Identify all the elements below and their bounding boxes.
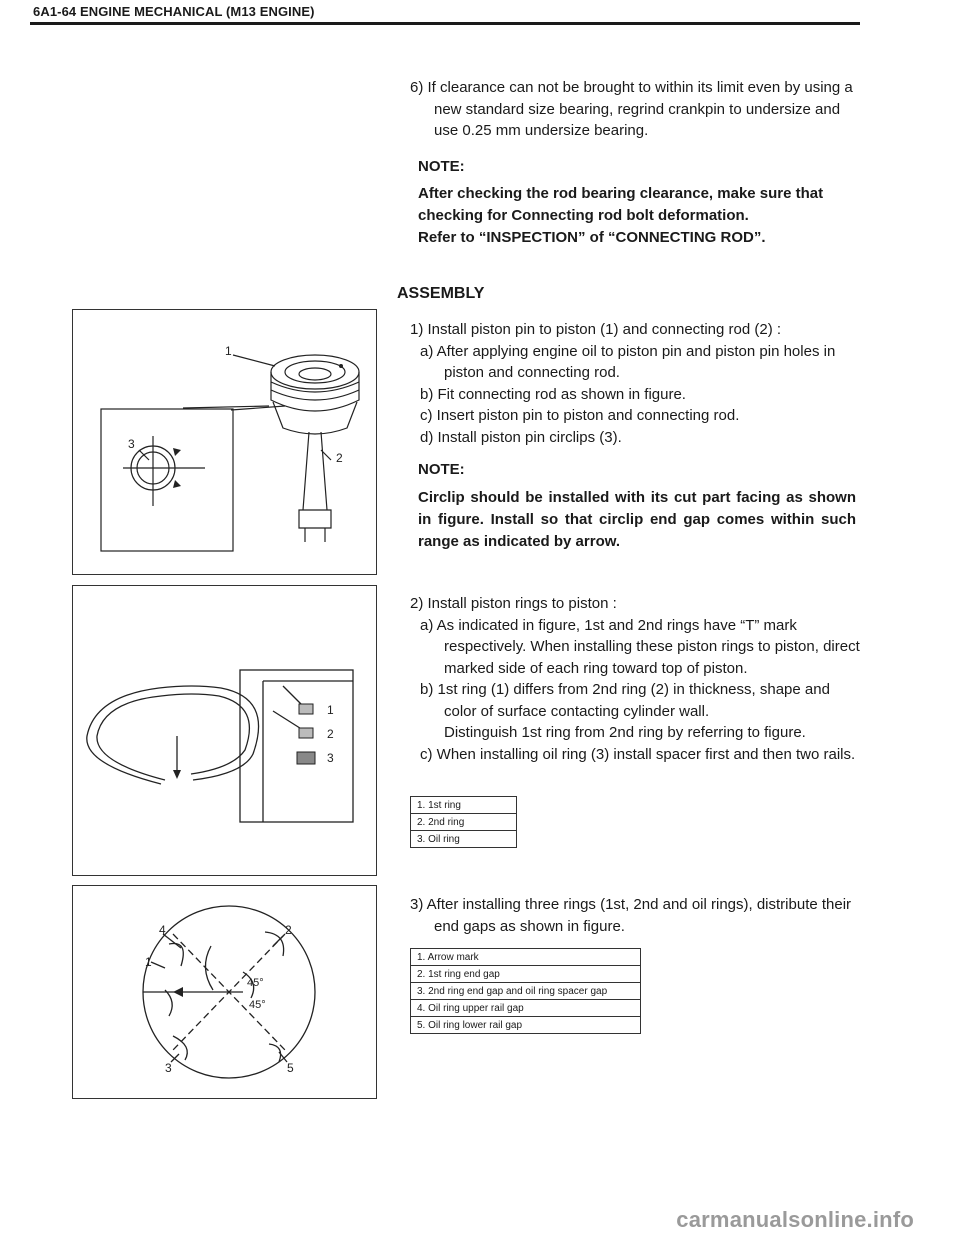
fig3-angle-1: 45° (247, 977, 264, 989)
fig2-label-2: 2 (327, 727, 334, 741)
step-1 (410, 319, 860, 448)
step-3 (410, 894, 860, 937)
fig1-label-3: 3 (128, 437, 135, 451)
note-1-label: NOTE: (418, 158, 465, 175)
legend-row: 5. Oil ring lower rail gap (411, 1017, 641, 1034)
fig1-label-2: 2 (336, 451, 343, 465)
legend-row: 3. 2nd ring end gap and oil ring spacer gap (411, 983, 641, 1000)
step-1-item: a) After applying engine oil to piston pin and piston pin holes in piston and connecting rod. (420, 342, 836, 381)
figure-end-gaps (72, 885, 377, 1099)
legend-row: 3. Oil ring (411, 831, 517, 848)
fig3-angle-2: 45° (249, 999, 266, 1011)
legend-row: 1. Arrow mark (411, 949, 641, 966)
piston-ring-diagram (73, 586, 376, 875)
step-2-item: c) When installing oil ring (3) install spacer first and then two rails. (420, 745, 856, 763)
fig3-label-2: 2 (285, 923, 292, 937)
step-1-item: d) Install piston pin circlips (3). (420, 428, 622, 446)
step-2-title: 2) Install piston rings to piston : (410, 595, 617, 612)
header-rule (30, 22, 860, 25)
legend-row: 2. 1st ring end gap (411, 966, 641, 983)
fig2-label-1: 1 (327, 703, 334, 717)
step-6-text: If clearance can not be brought to within its limit even by using a new standard size bearing, regrind crankpin to undersize and use 0.25 mm undersize bearing. (427, 79, 853, 139)
step-6 (410, 77, 860, 142)
step-1-title: 1) Install piston pin to piston (1) and connecting rod (2) : (410, 321, 782, 338)
fig3-label-3: 3 (165, 1061, 172, 1075)
end-gap-diagram (73, 886, 376, 1098)
fig3-label-1: 1 (145, 955, 152, 969)
legend-row: 4. Oil ring upper rail gap (411, 1000, 641, 1017)
fig3-label-5: 5 (287, 1061, 294, 1075)
fig1-label-1: 1 (225, 344, 232, 358)
step-2-item: a) As indicated in figure, 1st and 2nd rings have “T” mark respectively. When installing these piston rings to piston, direct marked side of each ring toward top of piston. (420, 616, 860, 677)
section-heading: ASSEMBLY (397, 285, 485, 302)
fig3-label-4: 4 (159, 923, 166, 937)
gap-legend-table (410, 948, 641, 1034)
fig2-label-3: 3 (327, 751, 334, 765)
figure-piston-rings (72, 585, 377, 876)
page-header: 6A1-64 ENGINE MECHANICAL (M13 ENGINE) (33, 4, 315, 19)
step-1-item: b) Fit connecting rod as shown in figure. (420, 385, 686, 403)
note-2-label: NOTE: (418, 461, 465, 478)
step-3-text: 3) After installing three rings (1st, 2nd and oil rings), distribute their end gaps as shown in figure. (410, 896, 852, 935)
ring-legend-table (410, 796, 517, 848)
note-1-line: checking for Connecting rod bolt deformation. (418, 207, 749, 224)
note-2-body: Circlip should be installed with its cut part facing as shown in figure. Install so that circlip end gap comes within such range as indicated by arrow. (418, 489, 856, 550)
step-2-item: Distinguish 1st ring from 2nd ring by referring to figure. (444, 724, 806, 741)
step-6-number: 6) (410, 79, 424, 96)
legend-row: 1. 1st ring (411, 797, 517, 814)
step-2-item: b) 1st ring (1) differs from 2nd ring (2) in thickness, shape and color of surface contacting cylinder wall. (420, 681, 830, 720)
step-1-item: c) Insert piston pin to piston and connecting rod. (420, 407, 740, 424)
watermark: carmanualsonline.info (676, 1207, 914, 1232)
figure-piston-assembly (72, 309, 377, 575)
note-1-line: After checking the rod bearing clearance, make sure that (418, 185, 824, 202)
note-1-body (418, 183, 858, 249)
piston-diagram (73, 310, 376, 574)
note-1-line: Refer to “INSPECTION” of “CONNECTING ROD”. (418, 229, 766, 246)
legend-row: 2. 2nd ring (411, 814, 517, 831)
step-2 (410, 593, 860, 765)
